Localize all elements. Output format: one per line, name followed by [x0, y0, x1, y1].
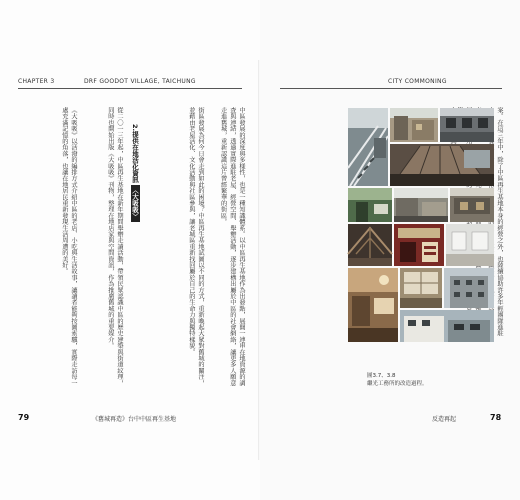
photo-rooftop-structure: [390, 144, 494, 186]
header-rule-right: [280, 88, 502, 89]
section-heading-text: 2.提供在地活化資訊: [131, 124, 139, 183]
photo-street-corner: [394, 188, 448, 222]
caption-text: 繼光工務所的改造過程。: [367, 381, 428, 387]
caption-figure-id: 圖3.7、3.8: [367, 373, 396, 379]
left-text-column-3: 從二〇一三年起，中區再生基地在新年期間舉辦走讀活動，帶領民眾認識中區的歷史建築與街道紋理，同時也開始出版《大吸吸》刊物，整理在地店家與空間資訊，作為推廣舊城的重要媒介。: [106, 107, 123, 386]
running-header-left: DRF GOODOT VILLAGE, TAICHUNG: [84, 78, 196, 85]
right-text-column-1: 案。在這三年中，除了中區再生基地本身的經營之外，也陸續協助許多年輕團隊進駐 術等 新的活力。: [486, 107, 503, 337]
running-header-right: CITY COMMONING: [388, 78, 447, 85]
page-number-right: 78: [490, 413, 502, 422]
photo-shop-window: [400, 268, 442, 308]
photo-metal-staircase: [348, 108, 388, 186]
photo-red-shopfront: [394, 224, 444, 266]
header-rule-left: [18, 88, 242, 89]
left-text-column-2: 街區發展為何今日會走到如此的困境？中區再生基地試圖以不同的方式，重新喚起大眾對舊城的關注，並藉由老屋活化、文化活動與社區參與，讓老城區重新找回屬於自己的生命力與獨特樣貌。: [187, 107, 204, 386]
running-footer-left: 《舊城再造》台中中區再生基地: [92, 416, 177, 423]
running-footer-right: 反造再起: [432, 416, 457, 423]
page-number-left: 79: [18, 413, 30, 422]
left-text-column-4: 《大吸吸》以活潑的編排方式介紹中區的老店、小吃與生活故事，讓讀者能夠按圖索驥，實際走訪每一處充滿記憶的角落，也讓在地居民重新發現生活周遭的美好。: [60, 107, 77, 386]
photo-building-exterior: [400, 310, 494, 342]
chapter-label: CHAPTER 3: [18, 78, 55, 85]
photo-apartment-block: [444, 268, 494, 308]
photo-caption: [367, 372, 428, 388]
photo-old-building-facade: [440, 108, 494, 142]
photo-wooden-roof-frame: [348, 224, 392, 266]
left-text-column-1: 中區發展的深度與多樣性，也是一種知識體系。以中區再生基地作為出發點，展開一連串在地資源的調查與連結，透過實際進駐老屋、經營空間、舉辦活動，逐步建構出屬於中區的社會網絡，讓更多人願意走進舊城，重新認識這片曾經繁華的街區。: [219, 107, 245, 386]
photo-street-alley: [390, 108, 438, 142]
photo-courtyard: [450, 188, 494, 222]
section-heading: [131, 124, 140, 264]
photo-green-interior: [348, 188, 392, 222]
section-heading-badge: 〈大吸吸〉: [131, 187, 139, 220]
photo-white-gallery: [446, 224, 494, 266]
photo-cafe-interior: [348, 268, 398, 342]
